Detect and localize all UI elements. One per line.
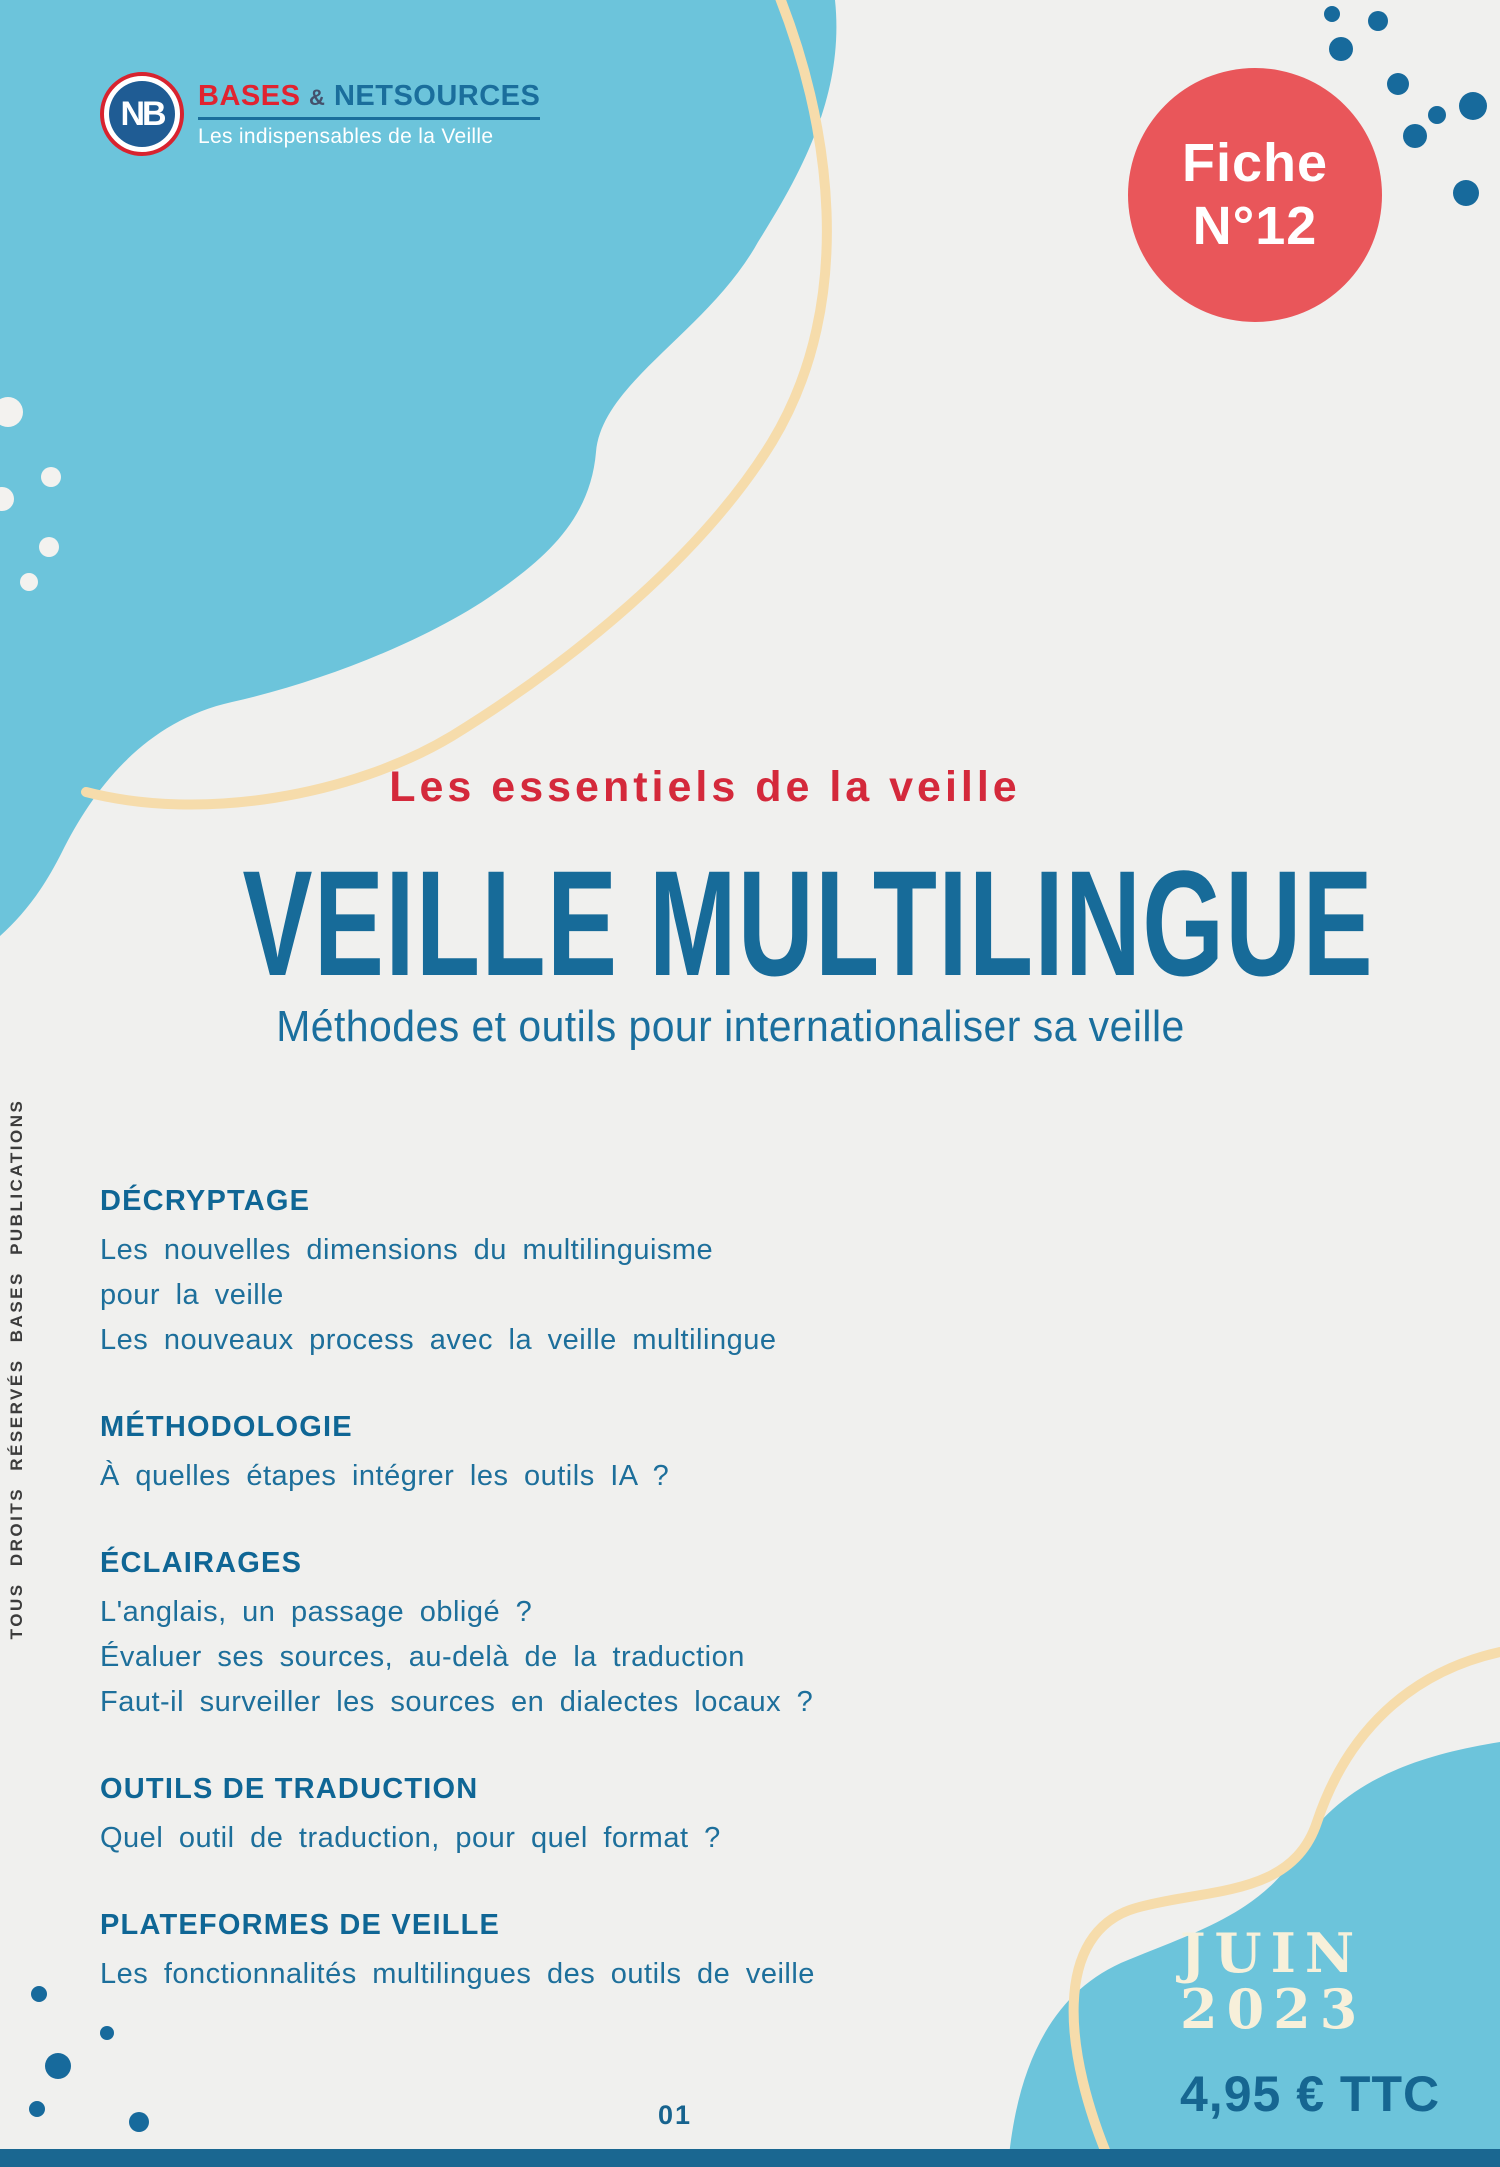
copyright-vertical-text: TOUS DROITS RÉSERVÉS BASES PUBLICATIONS — [7, 1098, 26, 1640]
section-plateformes-de-veille — [100, 1909, 1020, 1997]
decorative-dot — [1387, 73, 1409, 95]
section-line: Évaluer ses sources, au-delà de la traduction — [100, 1641, 745, 1673]
section-line: Les nouveaux process avec la veille multilingue — [100, 1324, 777, 1356]
decorative-dot — [1453, 180, 1479, 206]
brand-name-netsources: NETSOURCES — [333, 80, 541, 112]
issue-price: 4,95 € TTC — [1180, 2066, 1441, 2122]
decorative-dot — [1324, 6, 1340, 22]
section-outils-de-traduction — [100, 1773, 1020, 1861]
issue-year: 2023 — [1180, 1977, 1367, 2041]
issue-badge — [1128, 68, 1382, 322]
issue-month: JUIN — [1180, 1921, 1364, 1985]
issue-info — [1180, 1921, 1441, 2123]
page-title-wrap — [0, 839, 1500, 1007]
bottom-bar — [0, 2149, 1500, 2167]
decorative-dot — [39, 537, 59, 557]
decorative-dot — [1403, 124, 1427, 148]
decorative-dot — [45, 2053, 71, 2079]
decorative-dot — [1428, 106, 1446, 124]
logo-circle — [100, 72, 184, 156]
section-line: L'anglais, un passage obligé ? — [100, 1596, 533, 1628]
brand-ampersand: & — [308, 85, 326, 110]
section-eclairages — [100, 1547, 1020, 1725]
section-heading: PLATEFORMES DE VEILLE — [100, 1909, 501, 1941]
decorative-dot — [1329, 37, 1353, 61]
section-methodologie — [100, 1411, 1020, 1499]
section-line: pour la veille — [100, 1279, 284, 1311]
decorative-dot — [1459, 92, 1487, 120]
section-line: Faut-il surveiller les sources en dialectes locaux ? — [100, 1686, 814, 1718]
logo-text — [198, 72, 540, 149]
section-heading: OUTILS DE TRADUCTION — [100, 1773, 479, 1805]
page-subtitle: Méthodes et outils pour internationaliser sa veille — [275, 1002, 1185, 1051]
decorative-dot — [41, 467, 61, 487]
publisher-logo — [100, 72, 540, 156]
brand-tagline: Les indispensables de la Veille — [198, 125, 494, 148]
brand-name-bases: BASES — [198, 80, 301, 112]
decorative-dot — [29, 2101, 45, 2117]
page-number: 01 — [657, 2100, 693, 2130]
section-heading: DÉCRYPTAGE — [100, 1185, 311, 1217]
issue-badge-line1: Fiche — [1181, 133, 1329, 193]
decorative-dot — [129, 2112, 149, 2132]
section-heading: MÉTHODOLOGIE — [100, 1411, 353, 1443]
section-decryptage — [100, 1185, 1020, 1363]
issue-badge-line2: N°12 — [1192, 196, 1318, 256]
decorative-dot — [31, 1986, 47, 2002]
section-heading: ÉCLAIRAGES — [100, 1547, 303, 1579]
series-kicker: Les essentiels de la veille — [389, 763, 1021, 811]
section-line: Quel outil de traduction, pour quel format ? — [100, 1822, 721, 1854]
logo-monogram: NB — [109, 81, 175, 147]
brand-wordmark — [198, 80, 540, 120]
section-line: Les fonctionnalités multilingues des outils de veille — [100, 1958, 815, 1990]
page-subtitle-wrap — [0, 1002, 1460, 1052]
section-line: À quelles étapes intégrer les outils IA ? — [100, 1460, 670, 1492]
section-line: Les nouvelles dimensions du multilinguisme — [100, 1234, 714, 1266]
decorative-dot — [20, 573, 38, 591]
decorative-dot — [1368, 11, 1388, 31]
contents-list — [100, 1185, 1020, 2045]
page-title: VEILLE MULTILINGUE — [242, 839, 1375, 1007]
